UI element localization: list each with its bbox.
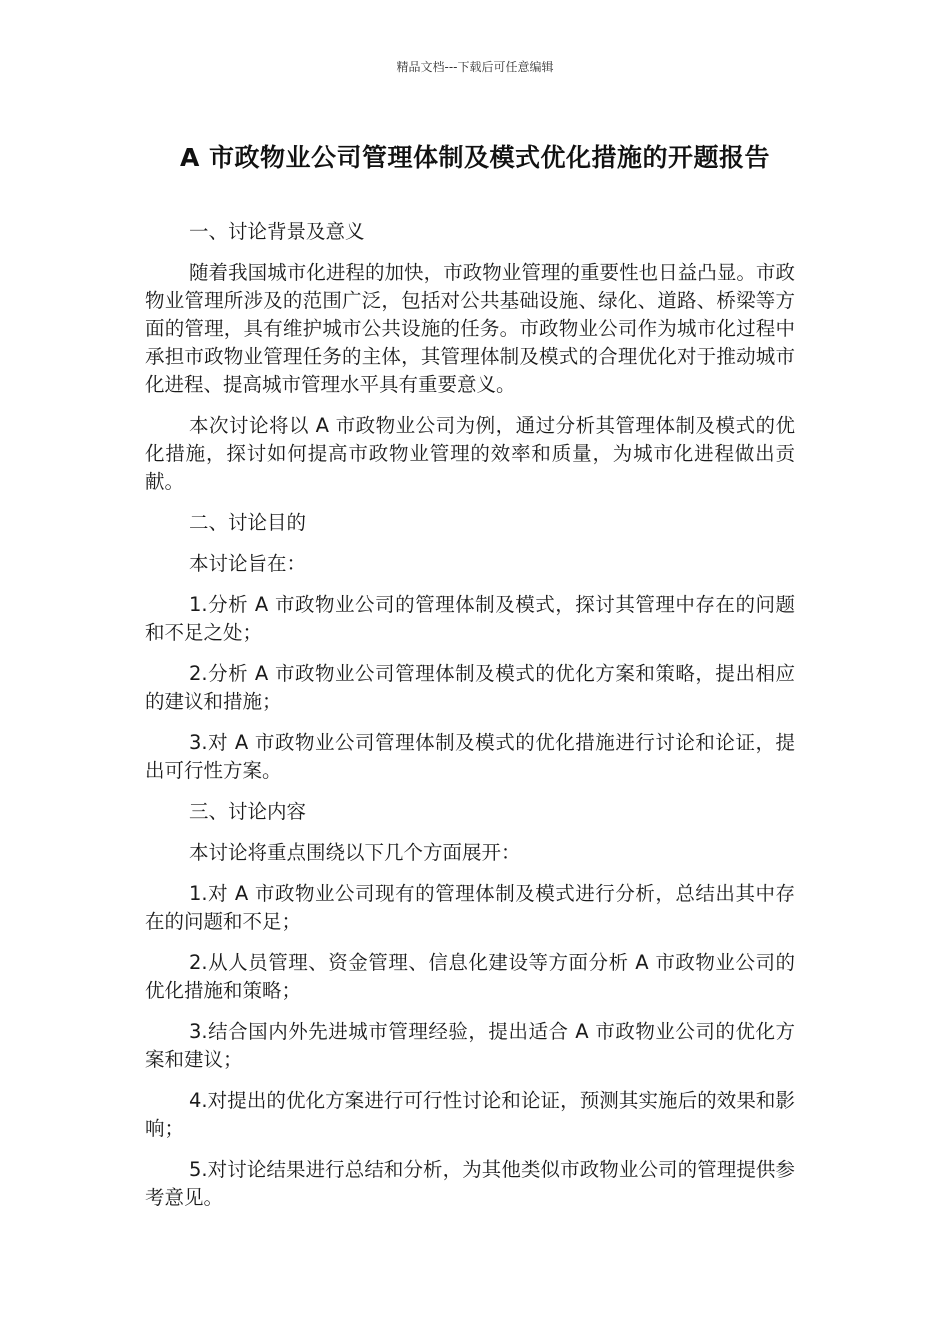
paragraph-background: 随着我国城市化进程的加快，市政物业管理的重要性也日益凸显。市政物业管理所涉及的范围广泛，包括对公共基础设施、绿化、道路、桥梁等方面的管理，具有维护城市公共设施的任务。市政物业公司作为城市化过程中承担市政物业管理任务的主体，其管理体制及模式的合理优化对于推动城市化进程、提高城市管理水平具有重要意义。 xyxy=(145,261,795,396)
section-heading-content: 三、讨论内容 xyxy=(189,800,307,823)
document-header-note: 精品文档---下载后可任意编辑 xyxy=(396,60,554,74)
paragraph-purpose-intro: 本讨论旨在： xyxy=(189,552,307,575)
content-item-2: 2.从人员管理、资金管理、信息化建设等方面分析 A 市政物业公司的优化措施和策略； xyxy=(145,951,795,1002)
purpose-item-2: 2.分析 A 市政物业公司管理体制及模式的优化方案和策略，提出相应的建议和措施； xyxy=(145,662,795,713)
section-heading-purpose: 二、讨论目的 xyxy=(189,511,307,534)
paragraph-case-study: 本次讨论将以 A 市政物业公司为例，通过分析其管理体制及模式的优化措施，探讨如何提高市政物业管理的效率和质量，为城市化进程做出贡献。 xyxy=(145,414,795,493)
content-item-1: 1.对 A 市政物业公司现有的管理体制及模式进行分析，总结出其中存在的问题和不足； xyxy=(145,882,795,933)
document-body xyxy=(145,218,795,1225)
paragraph-content-intro: 本讨论将重点围绕以下几个方面展开： xyxy=(189,841,521,864)
document-title: A 市政物业公司管理体制及模式优化措施的开题报告 xyxy=(179,143,771,172)
content-item-4: 4.对提出的优化方案进行可行性讨论和论证，预测其实施后的效果和影响； xyxy=(145,1089,795,1140)
content-item-5: 5.对讨论结果进行总结和分析，为其他类似市政物业公司的管理提供参考意见。 xyxy=(145,1158,795,1209)
content-item-3: 3.结合国内外先进城市管理经验，提出适合 A 市政物业公司的优化方案和建议； xyxy=(145,1020,795,1071)
purpose-item-3: 3.对 A 市政物业公司管理体制及模式的优化措施进行讨论和论证，提出可行性方案。 xyxy=(145,731,795,782)
purpose-item-1: 1.分析 A 市政物业公司的管理体制及模式，探讨其管理中存在的问题和不足之处； xyxy=(145,593,795,644)
section-heading-background: 一、讨论背景及意义 xyxy=(189,220,365,243)
